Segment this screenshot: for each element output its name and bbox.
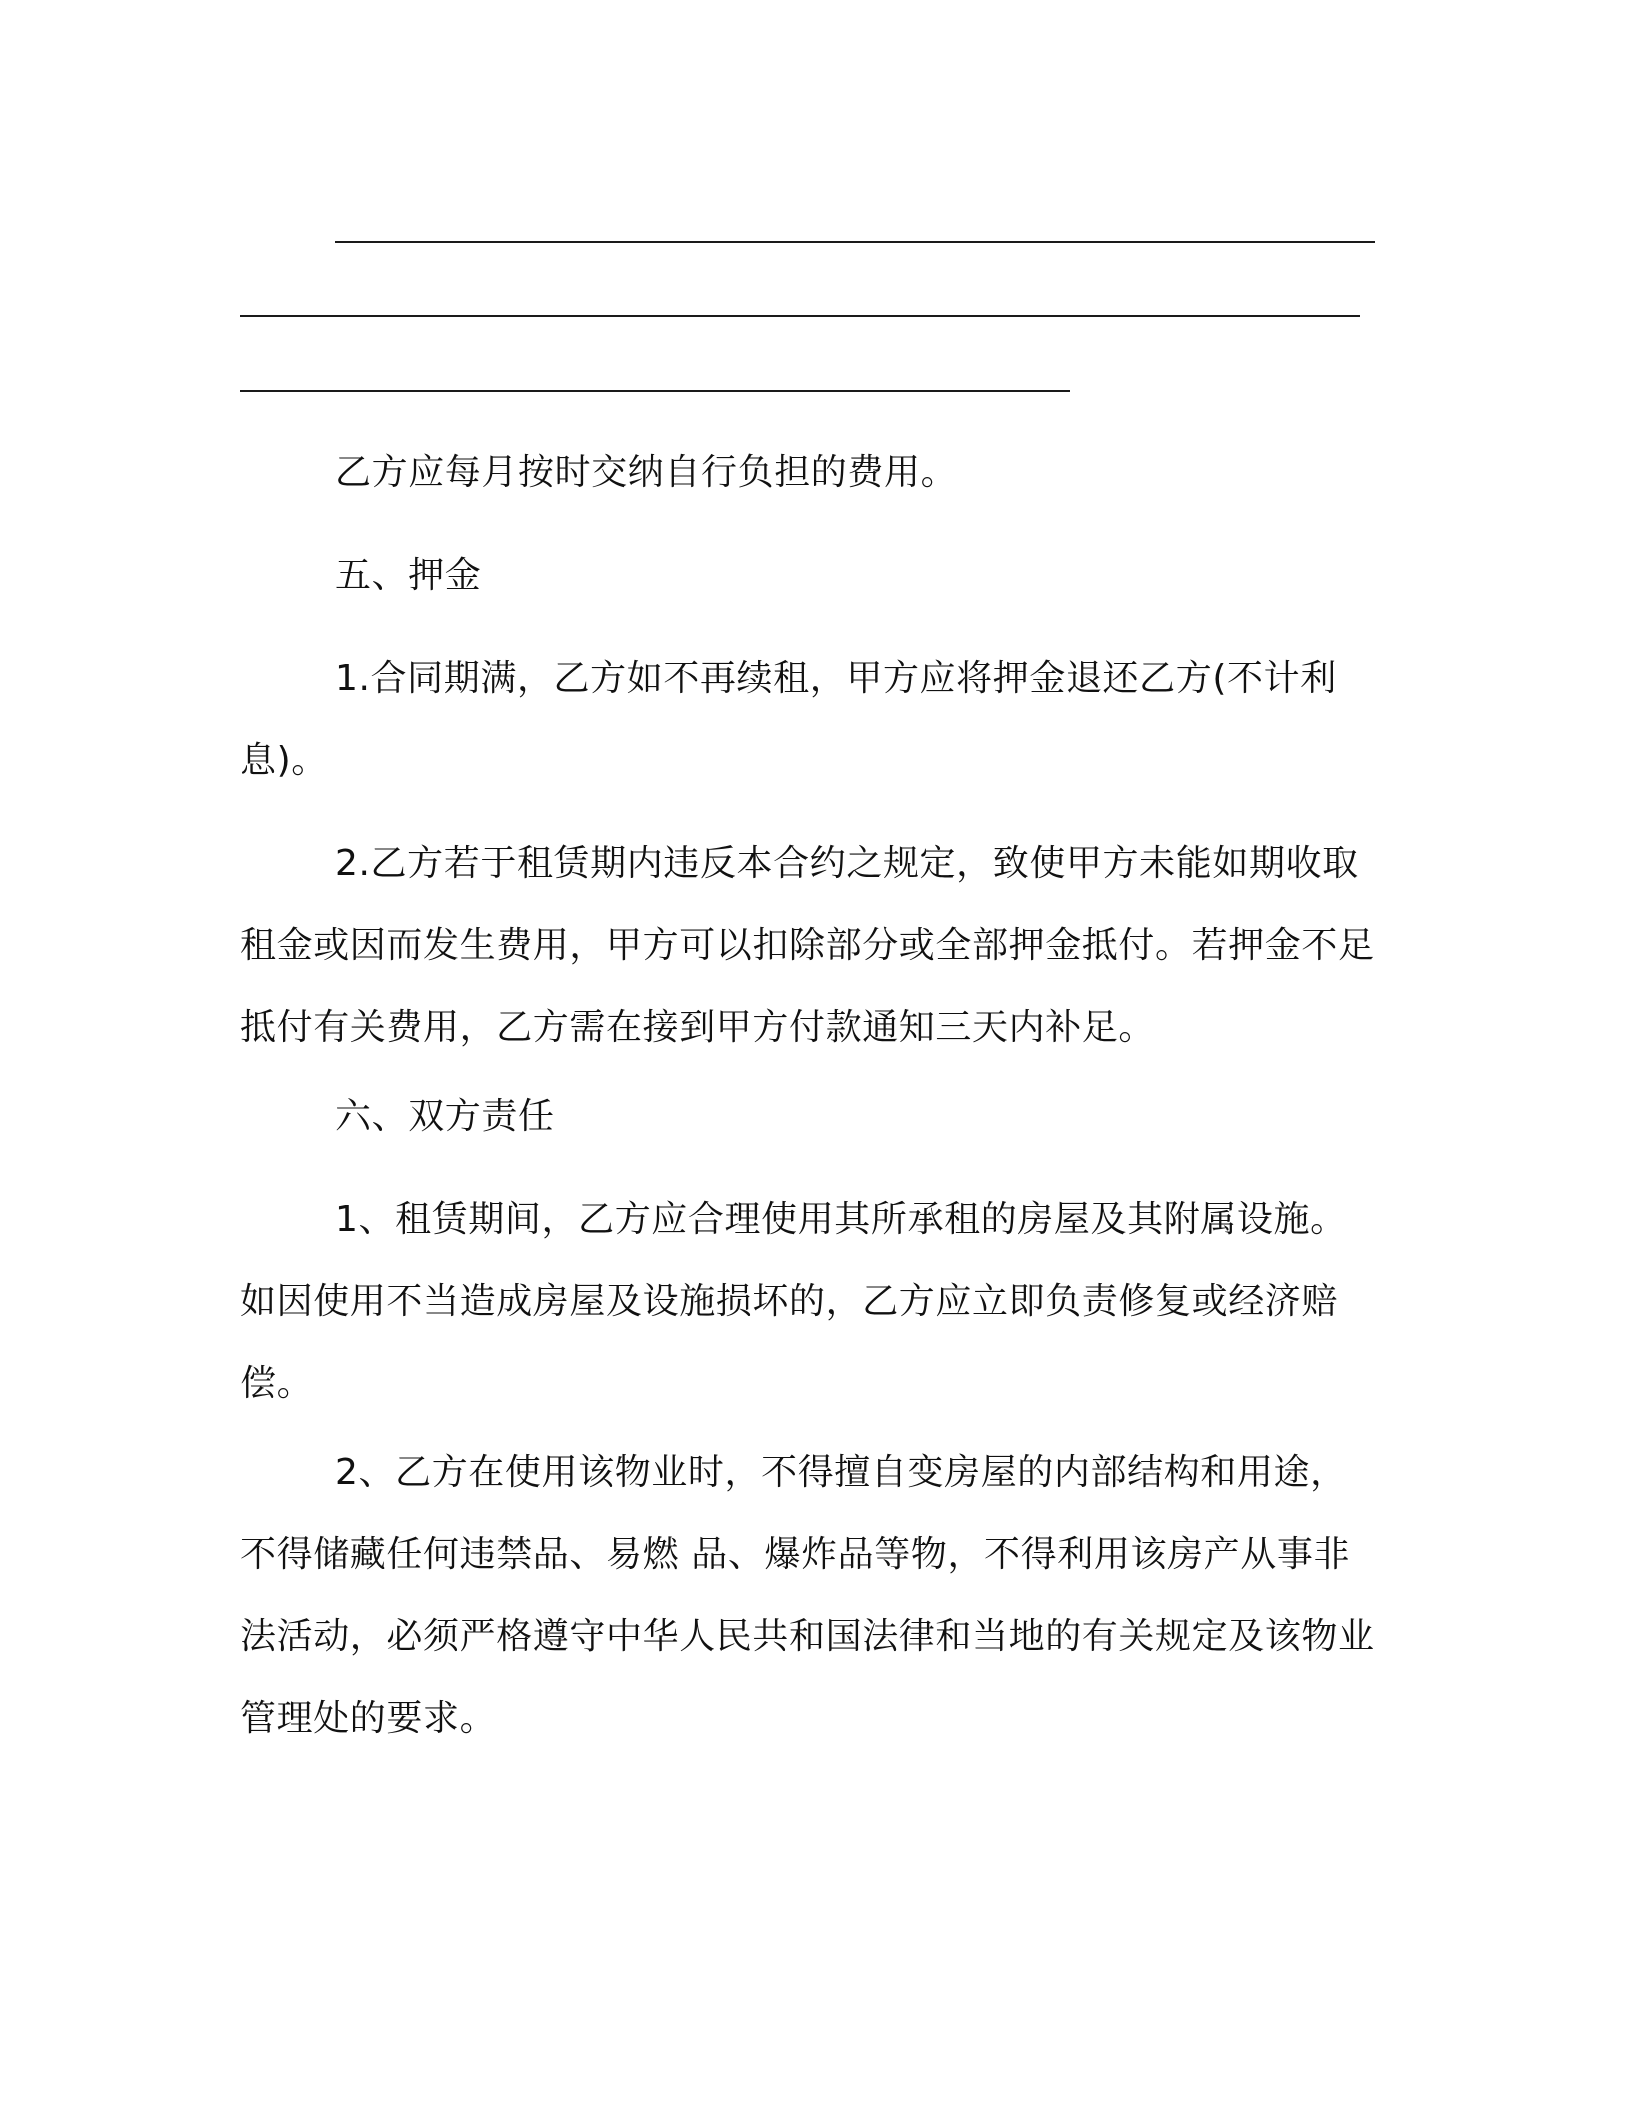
section-6-item-2: 2、乙方在使用该物业时，不得擅自变房屋的内部结构和用途，不得储藏任何违禁品、易燃 品、爆炸品等物，不得利用该房产从事非法活动，必须严格遵守中华人民共和国法律和当地的有关规定及该物业管理处的要求。	[240, 1452, 1375, 1739]
section-5-item-2: 2.乙方若于租赁期内违反本合约之规定，致使甲方未能如期收取租金或因而发生费用，甲方可以扣除部分或全部押金抵付。若押金不足抵付有关费用，乙方需在接到甲方付款通知三天内补足。	[240, 843, 1375, 1048]
blank-fill-line-3	[240, 390, 1070, 392]
section-5-heading: 五、押金	[335, 555, 482, 596]
blank-fill-line-2	[240, 315, 1360, 317]
section-6-heading: 六、双方责任	[335, 1096, 555, 1137]
section-6-item-1: 1、租赁期间，乙方应合理使用其所承租的房屋及其附属设施。如因使用不当造成房屋及设施损坏的，乙方应立即负责修复或经济赔偿。	[240, 1199, 1347, 1404]
blank-fill-line-1	[335, 241, 1375, 243]
section-5-item-1: 1.合同期满，乙方如不再续租，甲方应将押金退还乙方(不计利息)。	[240, 658, 1337, 781]
fees-paragraph: 乙方应每月按时交纳自行负担的费用。	[335, 452, 958, 493]
